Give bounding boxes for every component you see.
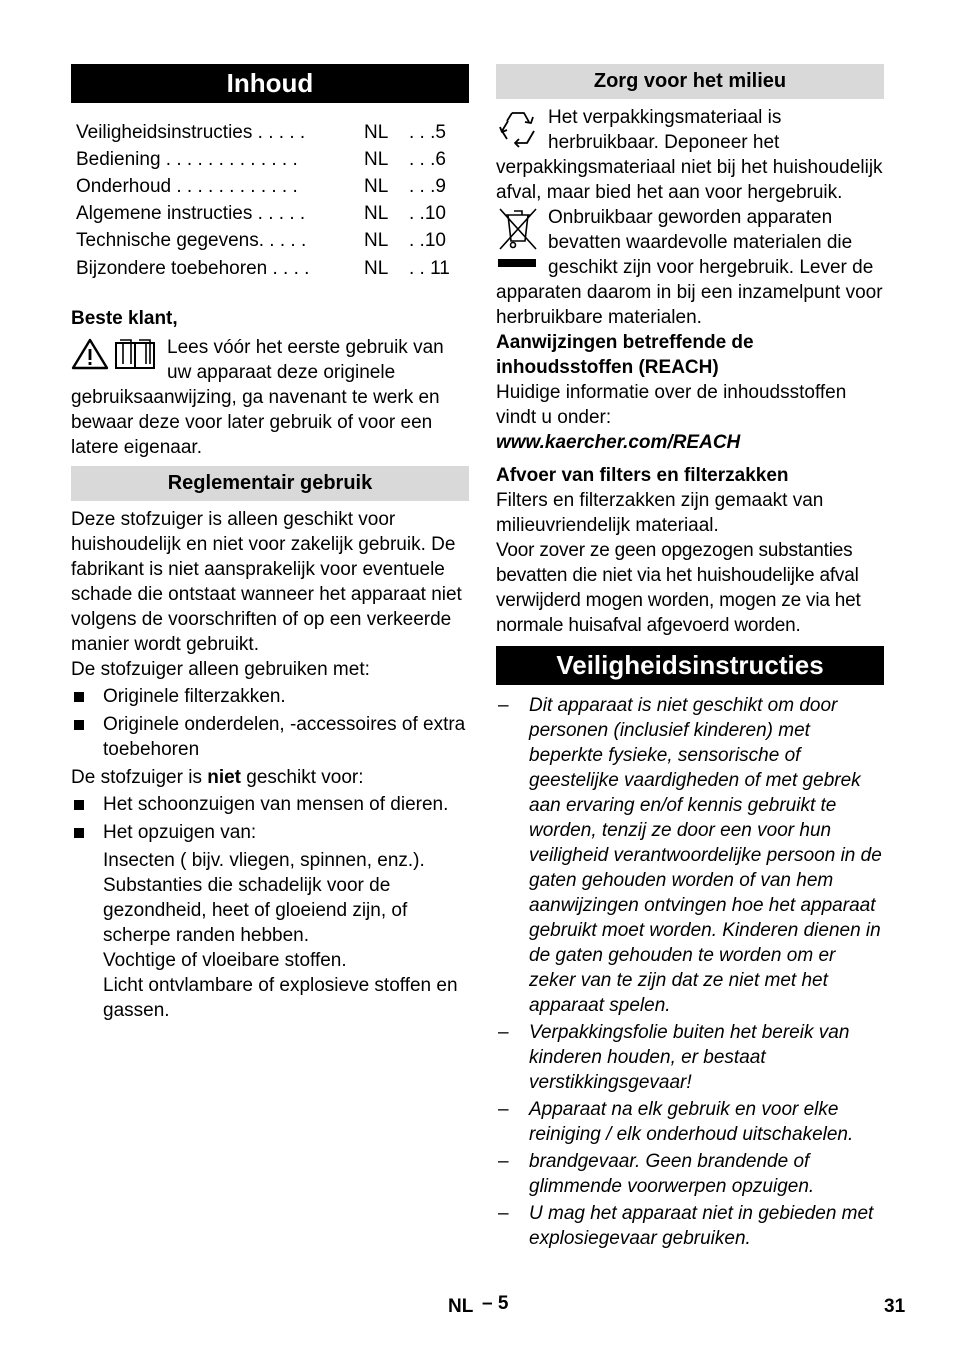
usage-heading: Reglementair gebruik (71, 466, 469, 501)
exclusion-line: Vochtige of vloeibare stoffen. (103, 950, 347, 972)
bullet-square-icon (74, 692, 84, 702)
usage-paragraph-3: De stofzuiger is niet geschikt voor: (71, 767, 364, 789)
filters-heading: Afvoer van filters en filterzakken (496, 465, 789, 486)
intro-text: Lees vóór het eerste gebruik van uw apparaat deze originele gebruiksaanwijzing, ga navenant te werk en bewaar deze voor later gebruik of voor een latere eigenaar. (71, 337, 444, 459)
left-column (71, 64, 469, 1023)
list-item: Het schoonzuigen van mensen of dieren. (71, 792, 469, 817)
not-allowed-list (71, 792, 469, 845)
safety-list (496, 693, 884, 1251)
usage-paragraph-2: De stofzuiger alleen gebruiken met: (71, 659, 370, 681)
toc-row[interactable]: Veiligheidsinstructies . . . . . NL . . .5 (76, 121, 446, 143)
bullet-square-icon (74, 720, 84, 730)
footer-language: NL (448, 1296, 474, 1317)
recycle-block (496, 105, 884, 205)
toc-row[interactable]: Onderhoud . . . . . . . . . . . . NL . . .9 (76, 175, 446, 197)
right-column (496, 64, 884, 1253)
toc-title: Inhoud (71, 64, 469, 103)
reach-text: Huidige informatie over de inhoudsstoffen vindt u onder: (496, 382, 847, 428)
list-item: – Dit apparaat is niet geschikt om door personen (inclusief kinderen) met beperkte fysieke, sensorische of geestelijke vaardigheden of met gebrek aan ervaring en/of kennis gebruikt te worden, tenzij ze door een voor hun veiligheid verantwoordelijke persoon in de gaten gehouden worden of van hem aanwijzingen ontvingen hoe het apparaat gebruikt moet worden. Kinderen dienen in de gaten gehouden te worden om er zeker van te zijn dat ze niet met het apparaat spelen. (498, 695, 882, 1016)
intro-block (71, 335, 469, 460)
exclusion-line: Licht ontvlambare of explosieve stoffen en gassen. (103, 975, 458, 1022)
toc-row[interactable]: Algemene instructies . . . . . NL . .10 (76, 203, 446, 225)
safety-heading: Veiligheidsinstructies (496, 646, 884, 685)
list-item: Originele filterzakken. (71, 684, 469, 709)
suction-exclusions (71, 848, 469, 1023)
bullet-square-icon (74, 828, 84, 838)
list-item: – brandgevaar. Geen brandende of glimmende voorwerpen opzuigen. (498, 1151, 815, 1197)
manual-book-icon (116, 340, 154, 368)
toc-row[interactable]: Technische gegevens. . . . . NL . .10 (76, 230, 446, 252)
filters-paragraph-1: Filters en filterzakken zijn gemaakt van milieuvriendelijk materiaal. (496, 490, 824, 536)
usage-paragraph-1: Deze stofzuiger is alleen geschikt voor huishoudelijk en niet voor zakelijk gebruik. De fabrikant is niet aansprakelijk voor eventuele schade die ontstaat wanneer het apparaat niet volgens de voorschriften of op een verkeerde manier wordt gebruikt. (71, 509, 462, 656)
list-item: – Apparaat na elk gebruik en voor elke reiniging / elk onderhoud uitschakelen. (498, 1099, 854, 1145)
weee-block (496, 205, 884, 330)
toc-row[interactable]: Bediening . . . . . . . . . . . . . NL . . .6 (76, 148, 446, 170)
reach-heading: Aanwijzingen betreffende de inhoudsstoffen (REACH) (496, 332, 754, 378)
weee-text: Onbruikbaar geworden apparaten bevatten waardevolle materialen die geschikt zijn voor hergebruik. Lever de apparaten daarom in bij een inzamelpunt voor herbruikbare materialen. (496, 207, 883, 328)
warning-icon (71, 338, 159, 375)
list-item: – U mag het apparaat niet in gebieden met explosiegevaar gebruiken. (498, 1203, 874, 1249)
list-item: – Verpakkingsfolie buiten het bereik van kinderen houden, er bestaat verstikkingsgevaar! (498, 1022, 850, 1093)
list-item: Het opzuigen van: (71, 820, 469, 845)
table-of-contents (76, 119, 469, 282)
toc-row[interactable]: Bijzondere toebehoren . . . . NL . . 11 (76, 257, 450, 279)
crossed-bin-icon (496, 205, 540, 276)
page-number: 31 (884, 1296, 906, 1317)
environment-heading: Zorg voor het milieu (496, 64, 884, 99)
reach-link[interactable]: www.kaercher.com/REACH (496, 432, 741, 453)
bullet-square-icon (74, 800, 84, 810)
list-item: Originele onderdelen, -accessoires of extra toebehoren (71, 712, 469, 762)
recycle-icon (496, 109, 540, 154)
allowed-list (71, 684, 469, 762)
exclusion-line: Substanties die schadelijk voor de gezondheid, heet of gloeiend zijn, of scherpe randen hebben. (103, 875, 408, 947)
footer-section-page: – 5 (482, 1293, 509, 1314)
filters-paragraph-2: Voor zover ze geen opgezogen substanties bevatten die niet via het huishoudelijke afval verwijderd mogen worden, mogen ze via het normale huisafval afgevoerd worden. (496, 540, 861, 636)
exclusion-line: Insecten ( bijv. vliegen, spinnen, enz.). (103, 850, 425, 872)
recycle-text: Het verpakkingsmateriaal is herbruikbaar. Deponeer het verpakkingsmateriaal niet bij het huishoudelijk afval, maar bied het aan voor hergebruik. (496, 107, 883, 203)
greeting-heading: Beste klant, (71, 308, 178, 330)
